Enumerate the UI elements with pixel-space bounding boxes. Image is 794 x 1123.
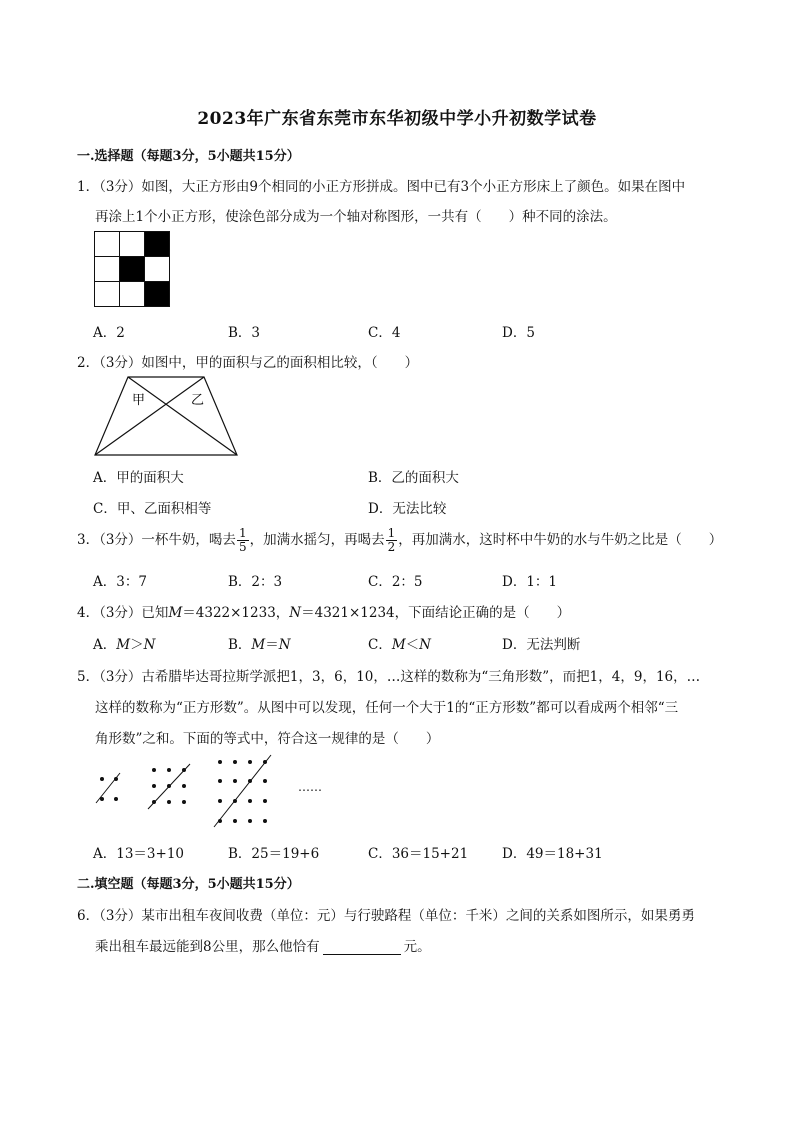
- question-4-line-1: [77, 601, 570, 621]
- question-4-text-part-1: 4．（3分）已知: [77, 605, 169, 621]
- question-4-option-a[interactable]: [93, 633, 155, 653]
- question-5-dot-pattern-figure: [92, 755, 292, 830]
- variable-m: M: [391, 637, 406, 653]
- fraction-numerator: 1: [387, 526, 396, 540]
- question-3-option-a[interactable]: A．3：7: [93, 574, 147, 590]
- question-6-line-2: [95, 935, 431, 955]
- fraction-one-fifth: [237, 527, 249, 554]
- question-6-text-part-1: 乘出租车最远能到8公里，那么他恰有: [95, 939, 320, 955]
- dot-square-3: [148, 764, 190, 809]
- question-4-option-b[interactable]: [228, 633, 291, 653]
- dot-square-2: [96, 773, 120, 803]
- question-2-option-a[interactable]: A．甲的面积大: [93, 470, 184, 486]
- option-prefix: C．: [368, 637, 392, 653]
- grid-cell-filled: [145, 282, 170, 307]
- relation-symbol: ＝: [265, 637, 279, 653]
- question-5-option-a[interactable]: A．13＝3+10: [93, 846, 185, 862]
- question-3-option-d[interactable]: D．1：1: [502, 574, 558, 590]
- question-3-option-b[interactable]: B．2：3: [228, 574, 283, 590]
- grid-cell: [95, 257, 120, 282]
- question-5-ellipsis: ……: [298, 780, 322, 794]
- question-3-line-1: [77, 525, 722, 555]
- question-2-trapezoid-figure: [92, 375, 242, 457]
- question-1-option-b[interactable]: B．3: [228, 325, 261, 341]
- grid-cell: [120, 232, 145, 257]
- question-1-grid-figure: [94, 231, 170, 307]
- variable-m: M: [251, 637, 266, 653]
- question-6-line-1: 6．（3分）某市出租车夜间收费（单位：元）与行驶路程（单位：千米）之间的关系如图所示，如果勇勇: [77, 908, 695, 924]
- fraction-numerator: 1: [238, 526, 247, 540]
- question-5-option-b[interactable]: B．25＝19+6: [228, 846, 320, 862]
- grid-cell-filled: [145, 232, 170, 257]
- question-6-answer-blank[interactable]: [323, 940, 401, 955]
- question-4-option-c[interactable]: [368, 633, 431, 653]
- variable-n: N: [143, 637, 156, 653]
- section-fill-heading: 二.填空题（每题3分，5小题共15分）: [77, 877, 300, 892]
- question-3-text-part-3: ，再加满水，这时杯中牛奶的水与牛奶之比是（ ）: [398, 532, 723, 548]
- fraction-denominator: 2: [387, 540, 396, 554]
- grid-cell-filled: [120, 257, 145, 282]
- question-5-line-3: 角形数”之和。下面的等式中，符合这一规律的是（ ）: [95, 731, 440, 747]
- grid-cell: [95, 282, 120, 307]
- variable-m: M: [168, 605, 183, 621]
- question-5-line-1: 5．（3分）古希腊毕达哥拉斯学派把1，3，6，10，…这样的数称为“三角形数”，而把1，4，9，16，…: [77, 669, 701, 685]
- question-1-option-a[interactable]: A．2: [93, 325, 125, 341]
- question-5-option-c[interactable]: C．36＝15+21: [368, 846, 469, 862]
- variable-n: N: [289, 605, 302, 621]
- fraction-denominator: 5: [238, 540, 247, 554]
- question-1-option-d[interactable]: D．5: [502, 325, 535, 341]
- label-yi: 乙: [191, 393, 205, 408]
- grid-cell: [120, 282, 145, 307]
- relation-symbol: ＜: [405, 637, 420, 653]
- section-choice-heading: 一.选择题（每题3分，5小题共15分）: [77, 149, 300, 164]
- question-1-line-1: 1．（3分）如图，大正方形由9个相同的小正方形拼成。图中已有3个小正方形床上了颜色。如果在图中: [77, 179, 686, 195]
- question-5-option-d[interactable]: D．49＝18+31: [502, 846, 603, 862]
- fraction-one-half: [386, 527, 398, 554]
- grid-cell: [95, 232, 120, 257]
- question-5-line-2: 这样的数称为“正方形数”。从图中可以发现，任何一个大于1的“正方形数”都可以看成两个相邻“三: [95, 700, 679, 716]
- variable-m: M: [116, 637, 131, 653]
- option-prefix: A．: [93, 637, 117, 653]
- question-3-option-c[interactable]: C．2：5: [368, 574, 423, 590]
- question-3-text-part-1: 3．（3分）一杯牛奶，喝去: [77, 532, 236, 548]
- question-2-option-c[interactable]: C．甲、乙面积相等: [93, 501, 212, 517]
- label-jia: 甲: [132, 393, 146, 408]
- option-prefix: B．: [228, 637, 252, 653]
- dot-square-4: [214, 755, 271, 827]
- question-4-text-part-2: ＝4322×1233，: [182, 605, 290, 621]
- question-4-text-part-3: ＝4321×1234，下面结论正确的是（ ）: [301, 605, 571, 621]
- grid-cell: [145, 257, 170, 282]
- question-4-option-d[interactable]: D．无法判断: [502, 637, 581, 653]
- relation-symbol: ＞: [130, 637, 144, 653]
- question-2-option-b[interactable]: B．乙的面积大: [368, 470, 459, 486]
- question-6-text-part-2: 元。: [403, 939, 431, 955]
- question-1-option-c[interactable]: C．4: [368, 325, 401, 341]
- question-1-line-2: 再涂上1个小正方形，使涂色部分成为一个轴对称图形，一共有（ ）种不同的涂法。: [95, 209, 617, 225]
- page-title: 2023年广东省东莞市东华初级中学小升初数学试卷: [197, 109, 597, 129]
- question-2-line-1: 2．（3分）如图中，甲的面积与乙的面积相比较，（ ）: [77, 355, 419, 371]
- variable-n: N: [419, 637, 431, 653]
- question-2-option-d[interactable]: D．无法比较: [368, 501, 447, 517]
- variable-n: N: [278, 637, 291, 653]
- question-3-text-part-2: ，加满水摇匀，再喝去: [249, 532, 385, 548]
